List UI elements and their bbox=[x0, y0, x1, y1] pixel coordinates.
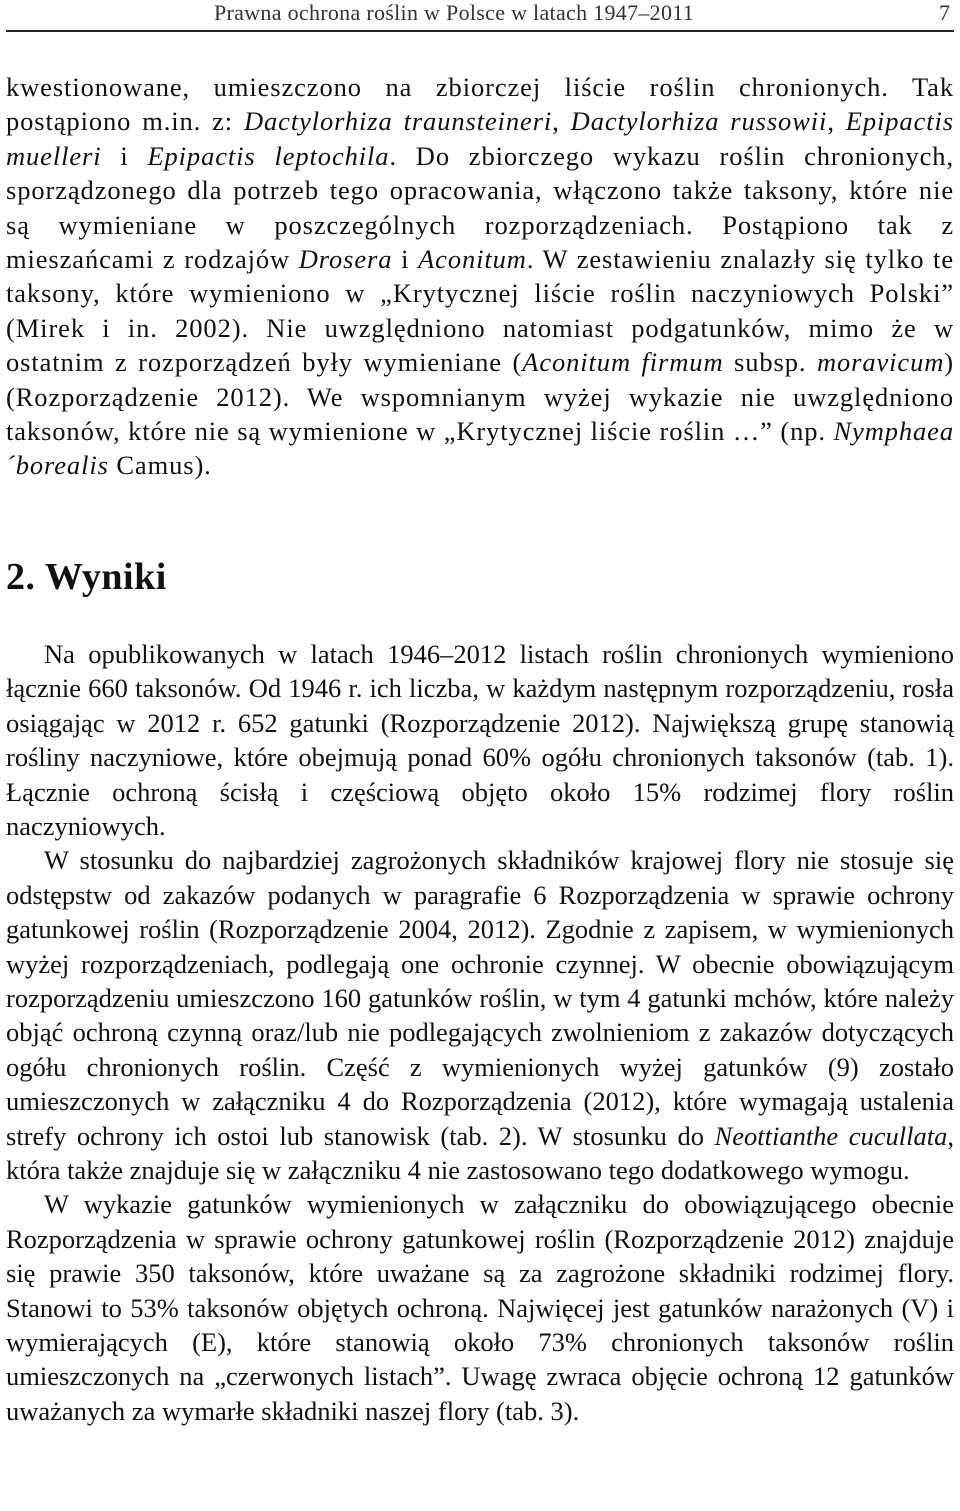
text-run: , bbox=[827, 106, 846, 137]
taxon-name: Drosera bbox=[298, 244, 393, 275]
paragraph-results-2 bbox=[6, 843, 954, 1187]
text-run: subsp. bbox=[723, 347, 817, 378]
page-number: 7 bbox=[939, 0, 950, 25]
text-run: W stosunku do najbardziej zagrożonych składników krajowej flory nie stosuje się odstępstw od zakazów podanych w paragrafie 6 Rozporządzenia w sprawie ochrony gatunkowej roślin (Rozporządzenie 2004, 2012). Zgodnie z zapisem, w wymienionych wyżej rozporządzeniach, podlegają one ochronie czynnej. W obecnie obowiązującym rozporządzeniu umieszczono 160 gatunków roślin, w tym 4 gatunki mchów, które należy objąć ochroną czynną oraz/lub nie podlegających zwolnieniom z zakazów dotyczących ogółu chronionych roślin. Część z wymienionych wyżej gatunków (9) zostało umieszczonych w załączniku 4 do Rozporządzenia (2012), które wymagają ustalenia strefy ochrony ich ostoi lub stanowisk (tab. 2). W stosunku do bbox=[6, 845, 954, 1151]
paragraph-results-1: Na opublikowanych w latach 1946–2012 listach roślin chronionych wymieniono łącznie 660 taksonów. Od 1946 r. ich liczba, w każdym następnym rozporządzeniu, rosła osiągając w 2012 r. 652 gatunki (Rozporządzenie 2012). Największą grupę stanowią rośliny naczyniowe, które obejmują ponad 60% ogółu chronionych taksonów (tab. 1). Łącznie ochroną ścisłą i częściową objęto około 15% rodzimej flory roślin naczyniowych. bbox=[6, 638, 954, 841]
section-heading: 2. Wyniki bbox=[6, 555, 167, 598]
text-run: ) (Rozporządzenie 2012). We wspomnianym wyżej wykazie nie uwzględniono taksonów, które nie są wymienione w „Krytycznej liście roślin …” (np. bbox=[6, 347, 954, 447]
running-header bbox=[6, 0, 954, 32]
paragraph-methods bbox=[6, 70, 954, 483]
text-run: Camus). bbox=[108, 450, 212, 481]
taxon-name: Dactylorhiza traunsteineri bbox=[243, 106, 553, 137]
taxon-name: Aconitum firmum bbox=[522, 347, 724, 378]
taxon-name: Epipactis muelleri bbox=[6, 106, 954, 171]
running-title: Prawna ochrona roślin w Polsce w latach 1947–2011 bbox=[214, 0, 695, 25]
taxon-name: moravicum bbox=[816, 347, 945, 378]
taxon-name: Aconitum bbox=[418, 244, 527, 275]
text-run: . W zestawieniu znalazły się tylko te taksony, które wymieniono w „Krytycznej liście roślin naczyniowych Polski” (Mirek i in. 2002). Nie uwzględniono natomiast podgatunków, mimo że w ostatnim z rozporządzeń były wymieniane ( bbox=[6, 244, 954, 378]
taxon-name: Neottianthe cucullata bbox=[714, 1120, 948, 1151]
taxon-name: Dactylorhiza russowii bbox=[570, 106, 828, 137]
text-run: kwestionowane, umieszczono na zbiorczej liście roślin chronionych. Tak postąpiono m.in. z: bbox=[6, 72, 954, 137]
text-run: i bbox=[101, 140, 148, 171]
text-run: . Do zbiorczego wykazu roślin chronionych, sporządzonego dla potrzeb tego opracowania, włączono także taksony, które nie są wymieniane w poszczególnych rozporządzeniach. Postąpiono tak z mieszańcami z rodzajów bbox=[6, 140, 954, 275]
text-run: , bbox=[552, 106, 571, 137]
page-body bbox=[6, 70, 954, 1428]
paragraph-results-3: W wykazie gatunków wymienionych w załączniku do obowiązującego obecnie Rozporządzenia w sprawie ochrony gatunkowej roślin (Rozporządzenie 2012) znajduje się prawie 350 taksonów, które uważane są za zagrożone składniki rodzimej flory. Stanowi to 53% taksonów objętych ochroną. Najwięcej jest gatunków narażonych (V) i wymierających (E), które stanowią około 73% chronionych taksonów roślin umieszczonych na „czerwonych listach”. Uwagę zwraca objęcie ochroną 12 gatunków uważanych za wymarłe składniki naszej flory (tab. 3). bbox=[6, 1189, 954, 1426]
taxon-name: Nymphaea ´borealis bbox=[6, 416, 954, 481]
text-run: i bbox=[392, 244, 419, 275]
taxon-name: Epipactis leptochila bbox=[147, 140, 390, 171]
text-run: , która także znajduje się w załączniku 4 nie zastosowano tego dodatkowego wymogu. bbox=[6, 1120, 955, 1185]
